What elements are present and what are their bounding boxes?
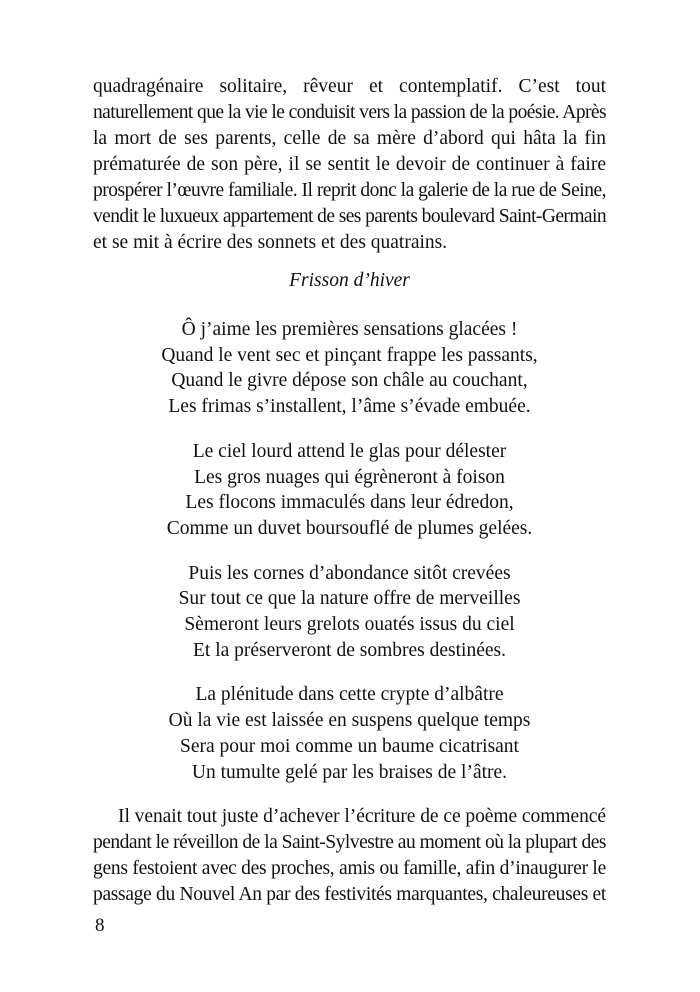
- closing-paragraph: [93, 804, 606, 908]
- verse-line: Un tumulte gelé par les braises de l’âtre.: [191, 761, 508, 783]
- text-line: vendit le luxueux appartement de ses parents boulevard Saint-Germain: [93, 206, 606, 227]
- verse-line: Quand le givre dépose son châle au couchant,: [171, 370, 528, 392]
- verse-line: Comme un duvet boursouflé de plumes gelées.: [166, 517, 533, 539]
- verse-line: Sur tout ce que la nature offre de merveilles: [178, 588, 521, 610]
- verse-line: Sera pour moi comme un baume cicatrisant: [180, 735, 519, 757]
- verse-line: Ô j’aime les premières sensations glacées !: [181, 319, 518, 340]
- text-line: passage du Nouvel An par des festivités marquantes, chaleureuses et: [93, 884, 606, 906]
- text-line: quadragénaire solitaire, rêveur et contemplatif. C’est tout: [93, 76, 606, 97]
- page-body: [93, 74, 606, 908]
- text-line: prématurée de son père, il se sentit le devoir de continuer à faire: [93, 154, 606, 175]
- verse-line: Les frimas s’installent, l’âme s’évade embuée.: [168, 396, 531, 418]
- poem-stanza-2: [93, 439, 606, 542]
- text-line: Il venait tout juste d’achever l’écriture de ce poème commencé: [118, 806, 606, 828]
- verse-line: Et la préserveront de sombres destinées.: [193, 639, 506, 661]
- verse-line: Sèmeront leurs grelots ouatés issus du ciel: [184, 614, 515, 636]
- text-line: naturellement que la vie le conduisit vers la passion de la poésie. Après: [93, 102, 606, 123]
- text-line: et se mit à écrire des sonnets et des quatrains.: [93, 232, 448, 253]
- verse-line: La plénitude dans cette crypte d’albâtre: [195, 684, 504, 706]
- verse-line: Où la vie est laissée en suspens quelque temps: [168, 710, 531, 732]
- poem-stanza-1: [93, 317, 606, 420]
- text-line: prospérer l’œuvre familiale. Il reprit donc la galerie de la rue de Seine,: [93, 180, 606, 201]
- text-line: gens festoient avec des proches, amis ou famille, afin d’inaugurer le: [93, 858, 606, 880]
- poem-stanza-3: [93, 561, 606, 664]
- verse-line: Quand le vent sec et pinçant frappe les passants,: [161, 344, 538, 366]
- verse-line: Les flocons immaculés dans leur édredon,: [185, 492, 514, 514]
- intro-paragraph: [93, 74, 606, 256]
- page-number: 8: [95, 915, 105, 936]
- verse-line: Le ciel lourd attend le glas pour délester: [192, 440, 507, 462]
- verse-line: Puis les cornes d’abondance sitôt crevées: [188, 562, 511, 584]
- text-line: pendant le réveillon de la Saint-Sylvestre au moment où la plupart des: [93, 832, 606, 854]
- poem-title: Frisson d’hiver: [289, 270, 410, 291]
- poem-stanza-4: [93, 682, 606, 785]
- text-line: la mort de ses parents, celle de sa mère d’abord qui hâta la fin: [93, 128, 606, 149]
- verse-line: Les gros nuages qui égrèneront à foison: [194, 466, 505, 488]
